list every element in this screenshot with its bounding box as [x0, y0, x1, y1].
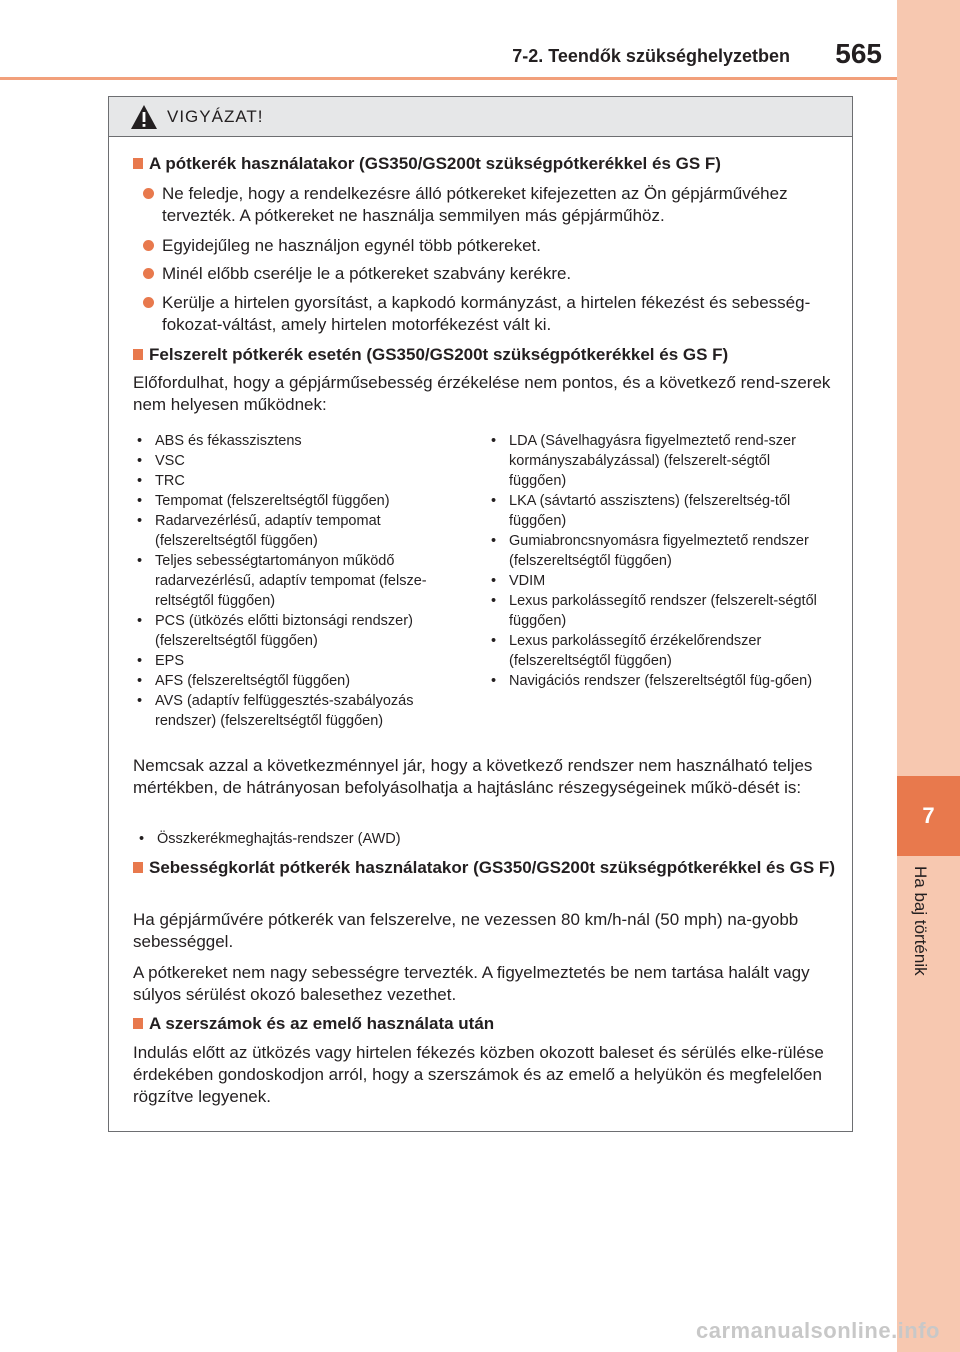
chapter-number-box: 7: [897, 776, 960, 856]
bullet-item: Egyidejűleg ne használjon egynél több pótkereket.: [143, 235, 843, 257]
section-marker: [133, 1018, 143, 1029]
list-item: • LKA (sávtartó asszisztens) (felszereltség-től függően): [491, 493, 791, 529]
system-list-right: [491, 431, 827, 691]
list-item: • AVS (adaptív felfüggesztés-szabályozás rendszer) (felszereltségtől függően): [137, 693, 414, 729]
chapter-side-label-text: Ha baj történik: [911, 866, 930, 976]
section-heading-spare-fitted: Felszerelt pótkerék esetén (GS350/GS200t szükségpótkerékkel és GS F): [133, 344, 853, 366]
section-heading-speed-limit: Sebességkorlát pótkerék használatakor (GS350/GS200t szükségpótkerékkel és GS F): [133, 857, 853, 879]
watermark: carmanualsonline.info: [696, 1318, 940, 1343]
section-heading-spare-use: A pótkerék használatakor (GS350/GS200t szükségpótkerékkel és GS F): [133, 153, 853, 175]
chapter-side-tab: [897, 0, 960, 1352]
bullet-dot: [143, 188, 154, 199]
list-item: • AFS (felszereltségtől függően): [137, 673, 351, 689]
list-item: • PCS (ütközés előtti biztonsági rendszer) (felszereltségtől függően): [137, 613, 413, 649]
list-item: • Lexus parkolássegítő rendszer (felszerelt-ségtől függően): [491, 593, 817, 629]
intro-paragraph: Előfordulhat, hogy a gépjárműsebesség érzékelése nem pontos, és a következő rend-szerek nem helyesen működnek:: [133, 373, 831, 414]
paragraph: Ha gépjárművére pótkerék van felszerelve, ne vezessen 80 km/h-nál (50 mph) na-gyobb sebességgel.: [133, 910, 799, 951]
list-item: • Navigációs rendszer (felszereltségtől füg-gően): [491, 673, 813, 689]
page-number: 565: [835, 38, 882, 69]
system-list-left: [137, 431, 475, 731]
caution-title: VIGYÁZAT!: [167, 106, 264, 126]
list-item: • EPS: [137, 653, 185, 669]
list-item: • Lexus parkolássegítő érzékelőrendszer (felszereltségtől függően): [491, 633, 762, 669]
bullet-item: Kerülje a hirtelen gyorsítást, a kapkodó kormányzást, a hirtelen fékezést és sebesség-fokozat-váltást, amely hirtelen motorfékezést vált ki.: [143, 292, 843, 336]
list-item: • Teljes sebességtartományon működő radarvezérlésű, adaptív tempomat (felsze-reltségtől függően): [137, 553, 427, 609]
warning-triangle-icon: [129, 103, 159, 131]
list-item: • Összkerékmeghajtás-rendszer (AWD): [139, 831, 401, 847]
section-marker: [133, 862, 143, 873]
bullet-item: Minél előbb cserélje le a pótkereket szabvány kerékre.: [143, 263, 843, 285]
list-item: • Radarvezérlésű, adaptív tempomat (felszereltségtől függően): [137, 513, 381, 549]
list-item: • Gumiabroncsnyomásra figyelmeztető rendszer (felszereltségtől függően): [491, 533, 809, 569]
list-item: • VSC: [137, 453, 185, 469]
section-marker: [133, 158, 143, 169]
paragraph: A pótkereket nem nagy sebességre tervezték. A figyelmeztetés be nem tartása halált vagy súlyos sérülést okozó balesethez vezethet.: [133, 963, 810, 1004]
outro-paragraph: Nemcsak azzal a következménnyel jár, hogy a következő rendszer nem használható teljes mértékben, de hátrányosan befolyásolhatja a hajtáslánc részegységeinek műkö-dését is:: [133, 756, 813, 797]
bullet-item: Ne feledje, hogy a rendelkezésre álló pótkereket kifejezetten az Ön gépjárművéhez tervezték. A pótkereket ne használja semmilyen más gépjárműhöz.: [143, 183, 843, 227]
chapter-side-label: [908, 866, 952, 1006]
bullet-dot: [143, 268, 154, 279]
section-heading-tools: A szerszámok és az emelő használata után: [133, 1013, 853, 1035]
running-header: 7-2. Teendők szükséghelyzetben: [512, 46, 790, 66]
section-marker: [133, 349, 143, 360]
list-item: • VDIM: [491, 573, 546, 589]
bullet-dot: [143, 297, 154, 308]
header-rule: [0, 77, 897, 80]
caution-header: [109, 97, 852, 137]
list-item: • Tempomat (felszereltségtől függően): [137, 493, 390, 509]
list-item: • LDA (Sávelhagyásra figyelmeztető rend-szer kormányszabályzással) (felszerelt-ségtől függően): [491, 433, 796, 489]
bullet-dot: [143, 240, 154, 251]
paragraph: Indulás előtt az ütközés vagy hirtelen fékezés közben okozott baleset és sérülés elke-rülése érdekében gondoskodjon arról, hogy a szerszámok és az emelő a helyükön és megfelelően rögzítve legyenek.: [133, 1043, 824, 1106]
list-item: • TRC: [137, 473, 185, 489]
list-item: • ABS és fékasszisztens: [137, 433, 302, 449]
caution-box: [108, 96, 853, 1132]
